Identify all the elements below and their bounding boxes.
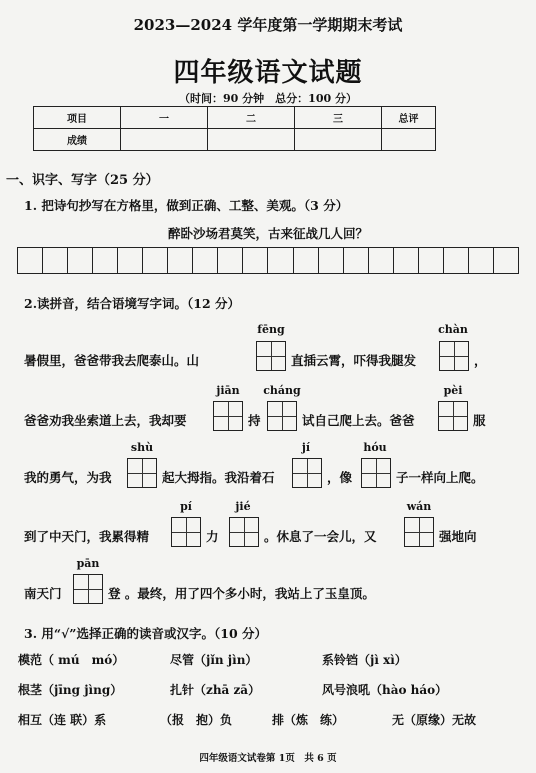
grid-cell[interactable] — [469, 248, 494, 273]
passage-text: 。休息了一会儿，又 — [264, 529, 377, 544]
passage-text: 试自己爬上去。爸爸 — [302, 413, 415, 428]
answer-box[interactable] — [73, 574, 103, 604]
choice-item[interactable]: 尽管（jǐn jìn） — [170, 653, 258, 667]
answer-box[interactable] — [439, 341, 469, 371]
question-3-prompt: 3. 用“√”选择正确的读音或汉字。（10 分） — [24, 626, 267, 641]
grid-cell[interactable] — [143, 248, 168, 273]
grid-cell[interactable] — [444, 248, 469, 273]
score-header-part1: 一 — [121, 107, 208, 129]
pinyin-shu: shù — [130, 441, 154, 454]
pinyin-wan: wán — [406, 500, 432, 513]
grid-cell[interactable] — [193, 248, 218, 273]
choice-item[interactable]: 根茎（jīng jìng） — [18, 683, 123, 697]
score-header-item: 项目 — [34, 107, 121, 129]
grid-cell[interactable] — [494, 248, 518, 273]
grid-cell[interactable] — [268, 248, 293, 273]
answer-box[interactable] — [292, 458, 322, 488]
score-header-part3: 三 — [295, 107, 382, 129]
pinyin-pi: pí — [180, 500, 192, 513]
answer-box[interactable] — [404, 517, 434, 547]
grid-cell[interactable] — [243, 248, 268, 273]
score-cell[interactable] — [121, 129, 208, 151]
pinyin-jian: jiān — [216, 384, 240, 397]
score-row-label: 成绩 — [34, 129, 121, 151]
score-header-total: 总评 — [382, 107, 436, 129]
grid-cell[interactable] — [419, 248, 444, 273]
grid-cell[interactable] — [93, 248, 118, 273]
grid-cell[interactable] — [394, 248, 419, 273]
score-header-part2: 二 — [208, 107, 295, 129]
passage-text: 子一样向上爬。 — [396, 470, 484, 485]
passage-text: 直插云霄，吓得我腿发 — [291, 353, 417, 368]
passage-text: 我的勇气，为我 — [24, 470, 112, 485]
score-cell[interactable] — [295, 129, 382, 151]
choice-item[interactable]: 无（原缘）无故 — [392, 713, 477, 727]
section-heading: 一、识字、写字（25 分） — [6, 173, 159, 188]
answer-box[interactable] — [361, 458, 391, 488]
question-1-prompt: 1. 把诗句抄写在方格里，做到正确、工整、美观。（3 分） — [24, 198, 349, 213]
choice-item[interactable]: 扎针（zhā zā） — [170, 683, 261, 697]
passage-text: 起大拇指。我沿着石 — [162, 470, 275, 485]
passage-text: 登 。最终，用了四个多小时，我站上了玉皇顶。 — [108, 586, 375, 601]
answer-box[interactable] — [127, 458, 157, 488]
grid-cell[interactable] — [218, 248, 243, 273]
pinyin-feng: fēng — [257, 323, 285, 336]
exam-title: 2023—2024 学年度第一学期期末考试 — [133, 16, 403, 34]
grid-cell[interactable] — [294, 248, 319, 273]
grid-cell[interactable] — [168, 248, 193, 273]
page-footer: 四年级语文试卷第 1页 共 6 页 — [199, 753, 337, 764]
grid-cell[interactable] — [43, 248, 68, 273]
pinyin-hou: hóu — [363, 441, 387, 454]
passage-text: 持 — [248, 413, 261, 428]
answer-box[interactable] — [213, 401, 243, 431]
grid-cell[interactable] — [68, 248, 93, 273]
choice-item[interactable]: 系铃铛（jì xì） — [322, 653, 407, 667]
passage-text: 爸爸劝我坐索道上去，我却要 — [24, 413, 187, 428]
score-cell[interactable] — [208, 129, 295, 151]
grid-cell[interactable] — [319, 248, 344, 273]
answer-box[interactable] — [229, 517, 259, 547]
passage-text: 力 — [206, 529, 219, 544]
choice-item[interactable]: 相互（连 联）系 — [18, 713, 107, 727]
pinyin-pei: pèi — [443, 384, 463, 397]
poem-line: 醉卧沙场君莫笑，古来征战几人回？ — [167, 226, 368, 241]
score-cell[interactable] — [382, 129, 436, 151]
answer-box[interactable] — [267, 401, 297, 431]
choice-item[interactable]: 风号浪吼（hào háo） — [322, 683, 448, 697]
choice-item[interactable]: （报 抱）负 — [160, 713, 233, 727]
passage-text: 南天门 — [24, 586, 62, 601]
passage-text: ，像 — [327, 470, 353, 485]
grid-cell[interactable] — [118, 248, 143, 273]
choice-item[interactable]: 排（炼 练） — [272, 713, 345, 727]
answer-box[interactable] — [256, 341, 286, 371]
time-info: （时间：90 分钟 总分：100 分） — [179, 92, 357, 105]
question-2-prompt: 2.读拼音，结合语境写字词。（12 分） — [24, 296, 241, 311]
pinyin-chan: chàn — [438, 323, 468, 336]
passage-text: 服 — [473, 413, 486, 428]
passage-text: 强地向 — [439, 529, 477, 544]
choice-item[interactable]: 模范（ mú mó） — [18, 653, 125, 667]
grid-cell[interactable] — [369, 248, 394, 273]
answer-box[interactable] — [171, 517, 201, 547]
score-table — [33, 106, 436, 151]
paper-title: 四年级语文试题 — [173, 58, 363, 88]
copy-grid[interactable] — [17, 247, 519, 274]
pinyin-ji: jí — [301, 441, 311, 454]
passage-text: 到了中天门，我累得精 — [24, 529, 150, 544]
pinyin-jie: jié — [235, 500, 251, 513]
answer-box[interactable] — [438, 401, 468, 431]
grid-cell[interactable] — [344, 248, 369, 273]
passage-text: 暑假里，爸爸带我去爬泰山。山 — [24, 353, 200, 368]
pinyin-chang: cháng — [263, 384, 301, 397]
pinyin-pan: pān — [76, 557, 100, 570]
passage-text: ， — [474, 353, 487, 368]
grid-cell[interactable] — [18, 248, 43, 273]
